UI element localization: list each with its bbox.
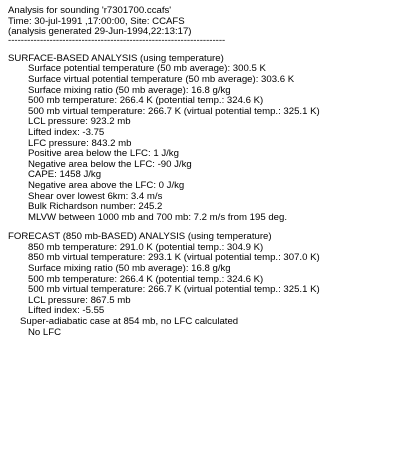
analysis-title: Analysis for sounding 'r7301700.ccafs' — [8, 5, 172, 16]
list-item: Lifted index: -3.75 — [28, 126, 105, 138]
list-item: 850 mb temperature: 291.0 K (potential temp.: 304.9 K) — [28, 241, 264, 253]
list-item: Lifted index: -5.55 — [28, 305, 105, 317]
super-adiabatic-note: Super-adiabatic case at 854 mb, no LFC calculated — [20, 316, 239, 328]
list-item: 500 mb virtual temperature: 266.7 K (virtual potential temp.: 325.1 K) — [28, 105, 320, 117]
list-item: LCL pressure: 867.5 mb — [28, 294, 131, 306]
list-item: Surface virtual potential temperature (50 mb average): 303.6 K — [28, 73, 295, 85]
surface-analysis-heading: SURFACE-BASED ANALYSIS (using temperature) — [8, 52, 224, 64]
list-item: Surface mixing ratio (50 mb average): 16.8 g/kg — [28, 263, 231, 275]
list-item: Positive area below the LFC: 1 J/kg — [28, 148, 179, 160]
list-item: MLVW between 1000 mb and 700 mb: 7.2 m/s from 195 deg. — [28, 211, 287, 223]
list-item: Bulk Richardson number: 245.2 — [28, 201, 163, 213]
list-item: LFC pressure: 843.2 mb — [28, 137, 132, 149]
separator-line: -------------------------------------------------------------------- — [8, 37, 226, 44]
list-item: 500 mb temperature: 266.4 K (potential temp.: 324.6 K) — [28, 95, 264, 107]
list-item: Negative area above the LFC: 0 J/kg — [28, 179, 185, 191]
list-item: LCL pressure: 923.2 mb — [28, 116, 131, 128]
list-item: Negative area below the LFC: -90 J/kg — [28, 158, 192, 170]
generated-line: (analysis generated 29-Jun-1994,22:13:17) — [8, 26, 192, 38]
sounding-analysis-document — [8, 6, 418, 338]
no-lfc-note: No LFC — [28, 326, 62, 338]
surface-analysis-list — [8, 64, 418, 223]
list-item: Surface mixing ratio (50 mb average): 16.8 g/kg — [28, 84, 231, 96]
time-site-line: Time: 30-jul-1991 ,17:00:00, Site: CCAFS — [8, 15, 185, 27]
forecast-analysis-list — [8, 243, 418, 317]
list-item: 500 mb virtual temperature: 266.7 K (virtual potential temp.: 325.1 K) — [28, 284, 320, 296]
list-item: 850 mb virtual temperature: 293.1 K (virtual potential temp.: 307.0 K) — [28, 252, 320, 264]
list-item: Shear over lowest 6km: 3.4 m/s — [28, 190, 163, 202]
list-item: CAPE: 1458 J/kg — [28, 169, 102, 181]
list-item: Surface potential temperature (50 mb average): 300.5 K — [28, 63, 266, 75]
forecast-analysis-heading: FORECAST (850 mb-BASED) ANALYSIS (using temperature) — [8, 231, 272, 243]
list-item: 500 mb temperature: 266.4 K (potential temp.: 324.6 K) — [28, 273, 264, 285]
